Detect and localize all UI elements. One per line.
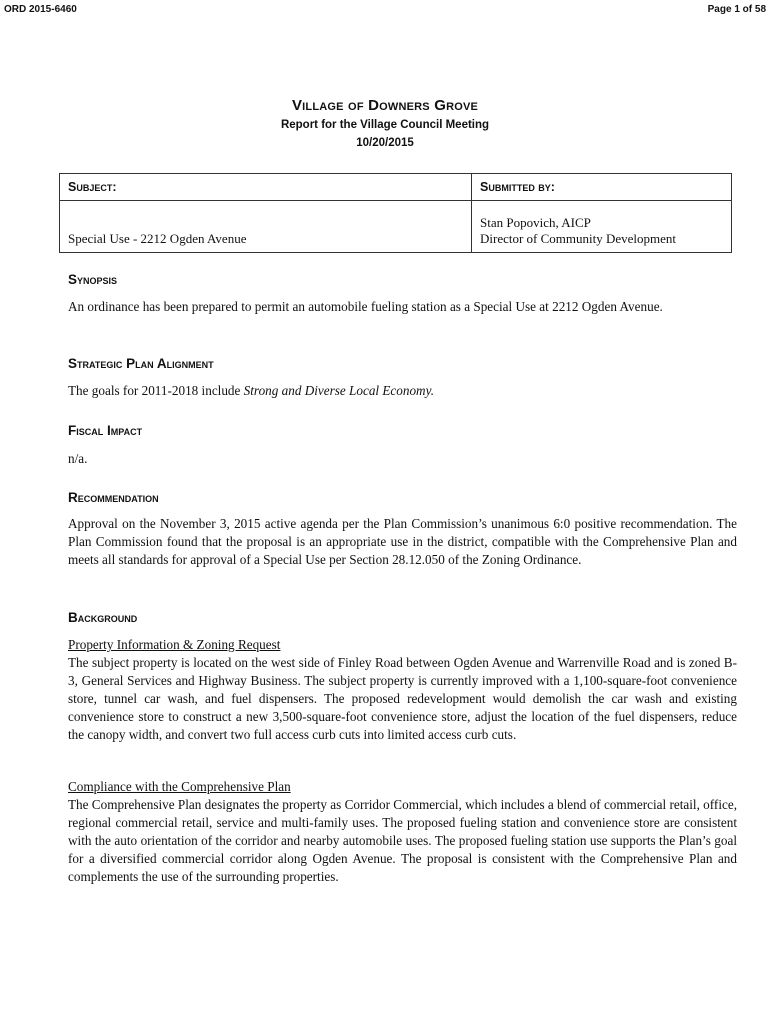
fiscal-impact-heading: Fiscal Impact (68, 423, 143, 438)
page-number: Page 1 of 58 (707, 4, 766, 15)
village-title: Village of Downers Grove (291, 97, 479, 114)
strategic-plan-prefix: The goals for 2011-2018 include (68, 383, 244, 398)
comprehensive-plan-subheading: Compliance with the Comprehensive Plan (68, 779, 291, 794)
recommendation-heading: Recommendation (68, 490, 159, 505)
submitter-name: Stan Popovich, AICP (480, 215, 591, 230)
recommendation-text: Approval on the November 3, 2015 active agenda per the Plan Commission’s unanimous 6:0 positive recommendation. The Plan Commission found that the proposal is an appropriate use in the district, compatible with the Comprehensive Plan and meets all standards for approval of a Special Use per Section 28.12.050 of the Zoning Ordinance. (68, 516, 737, 567)
strategic-plan-text (68, 382, 737, 400)
subject-value: Special Use - 2212 Ogden Avenue (60, 201, 472, 253)
submitter-title: Director of Community Development (480, 231, 677, 246)
subject-label: Subject: (60, 174, 472, 201)
comprehensive-plan-text: The Comprehensive Plan designates the property as Corridor Commercial, which includes a blend of commercial retail, office, regional commercial retail, service and multi-family uses. The proposed fueling station and convenience store are consistent with the auto orientation of the corridor and nearby automobile uses. The proposed fueling station use supports the Plan’s goal for a diversified commercial corridor along Ogden Avenue. The proposal is consistent with the Comprehensive Plan and complements the use of the surrounding properties. (68, 797, 737, 884)
property-info-subheading: Property Information & Zoning Request (68, 637, 281, 652)
submitted-by-value (472, 201, 732, 253)
strategic-plan-goal: Strong and Diverse Local Economy. (243, 383, 435, 398)
fiscal-impact-text: n/a. (68, 451, 88, 466)
background-heading: Background (68, 610, 138, 625)
strategic-plan-heading: Strategic Plan Alignment (68, 356, 214, 371)
report-subtitle: Report for the Village Council Meeting (280, 119, 490, 131)
synopsis-heading: Synopsis (68, 272, 118, 287)
ordinance-number: ORD 2015-6460 (4, 4, 77, 15)
subject-table (59, 173, 732, 253)
submitted-by-label: Submitted by: (472, 174, 732, 201)
meeting-date: 10/20/2015 (356, 137, 414, 149)
synopsis-text: An ordinance has been prepared to permit an automobile fueling station as a Special Use at 2212 Ogden Avenue. (68, 299, 663, 314)
property-info-text: The subject property is located on the west side of Finley Road between Ogden Avenue and Warrenville Road and is zoned B-3, General Services and Highway Business. The subject property is currently improved with a 1,100-square-foot convenience store, tunnel car wash, and fuel dispensers. The proposed redevelopment would demolish the car wash and existing convenience store to construct a new 3,500-square-foot convenience store, adjust the location of the fuel dispensers, reduce the canopy width, and convert two full access curb cuts into limited access curb cuts. (68, 655, 737, 742)
